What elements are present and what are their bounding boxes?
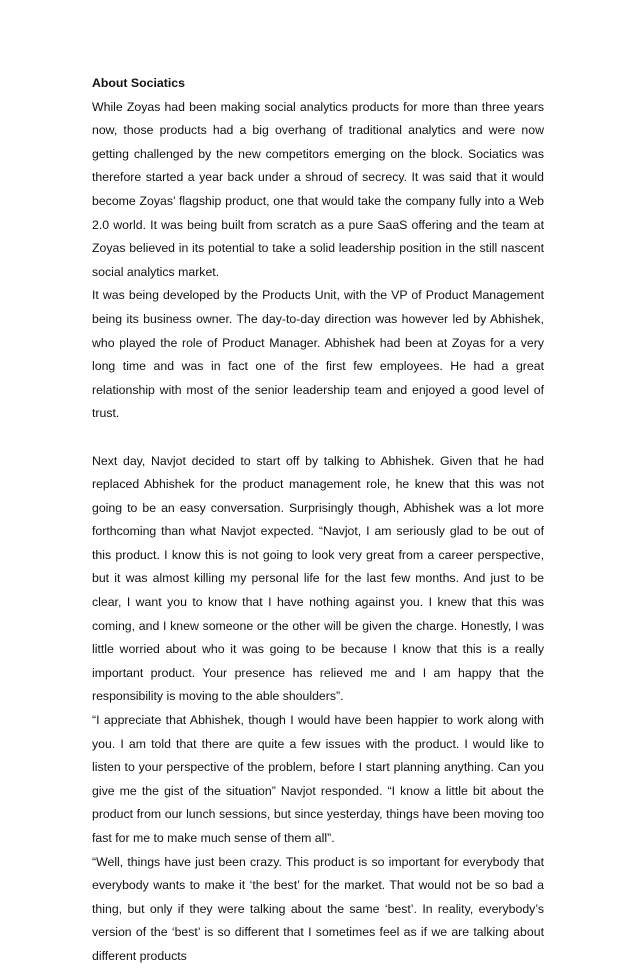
paragraph-abhishek-reply: “Well, things have just been crazy. This product is so important for everybody that everybody wants to make it ‘the best’ for the market. That would not be so bad a thing, but only if they were talking about the same ‘best’. In reality, everybody’s version of the ‘best’ is so different that I sometimes feel as if we are talking about different products — [92, 854, 544, 963]
paragraph-products-unit: It was being developed by the Products Unit, with the VP of Product Management being its business owner. The day-to-day direction was however led by Abhishek, who played the role of Product Manager. Abhishek had been at Zoyas for a very long time and was in fact one of the first few employees. He had a great relationship with most of the senior leadership team and enjoyed a good level of trust. — [92, 288, 544, 421]
paragraph-about-sociatics: While Zoyas had been making social analytics products for more than three years now, those products had a big overhang of traditional analytics and were now getting challenged by the new competitors emerging on the block. Sociatics was therefore started a year back under a shroud of secrecy. It was said that it would become Zoyas’ flagship product, one that would take the company fully into a Web 2.0 world. It was being built from scratch as a pure SaaS offering and the team at Zoyas believed in its potential to take a solid leadership position in the still nascent social analytics market. — [92, 99, 544, 279]
document-page — [92, 72, 544, 969]
section-heading: About Sociatics — [92, 76, 185, 90]
paragraph-navjot-response: “I appreciate that Abhishek, though I would have been happier to work along with you. I am told that there are quite a few issues with the product. I would like to listen to your perspective of the problem, before I start planning anything. Can you give me the gist of the situation” Navjot responded. “I know a little bit about the product from our lunch sessions, but since yesterday, things have been moving too fast for me to make much sense of them all”. — [92, 713, 544, 845]
paragraph-spacer — [92, 426, 544, 450]
paragraph-next-day: Next day, Navjot decided to start off by talking to Abhishek. Given that he had replaced Abhishek for the product management role, he knew that this was not going to be an easy conversation. Surprisingly though, Abhishek was a lot more forthcoming than what Navjot expected. “Navjot, I am seriously glad to be out of this product. I know this is not going to look very great from a career perspective, but it was almost killing my personal life for the last few months. And just to be clear, I want you to know that I have nothing against you. I knew that this was coming, and I knew someone or the other will be given the charge. Honestly, I was little worried about who it was going to be because I know that this is a really important product. Your presence has relieved me and I am happy that the responsibility is moving to the able shoulders”. — [92, 453, 544, 704]
